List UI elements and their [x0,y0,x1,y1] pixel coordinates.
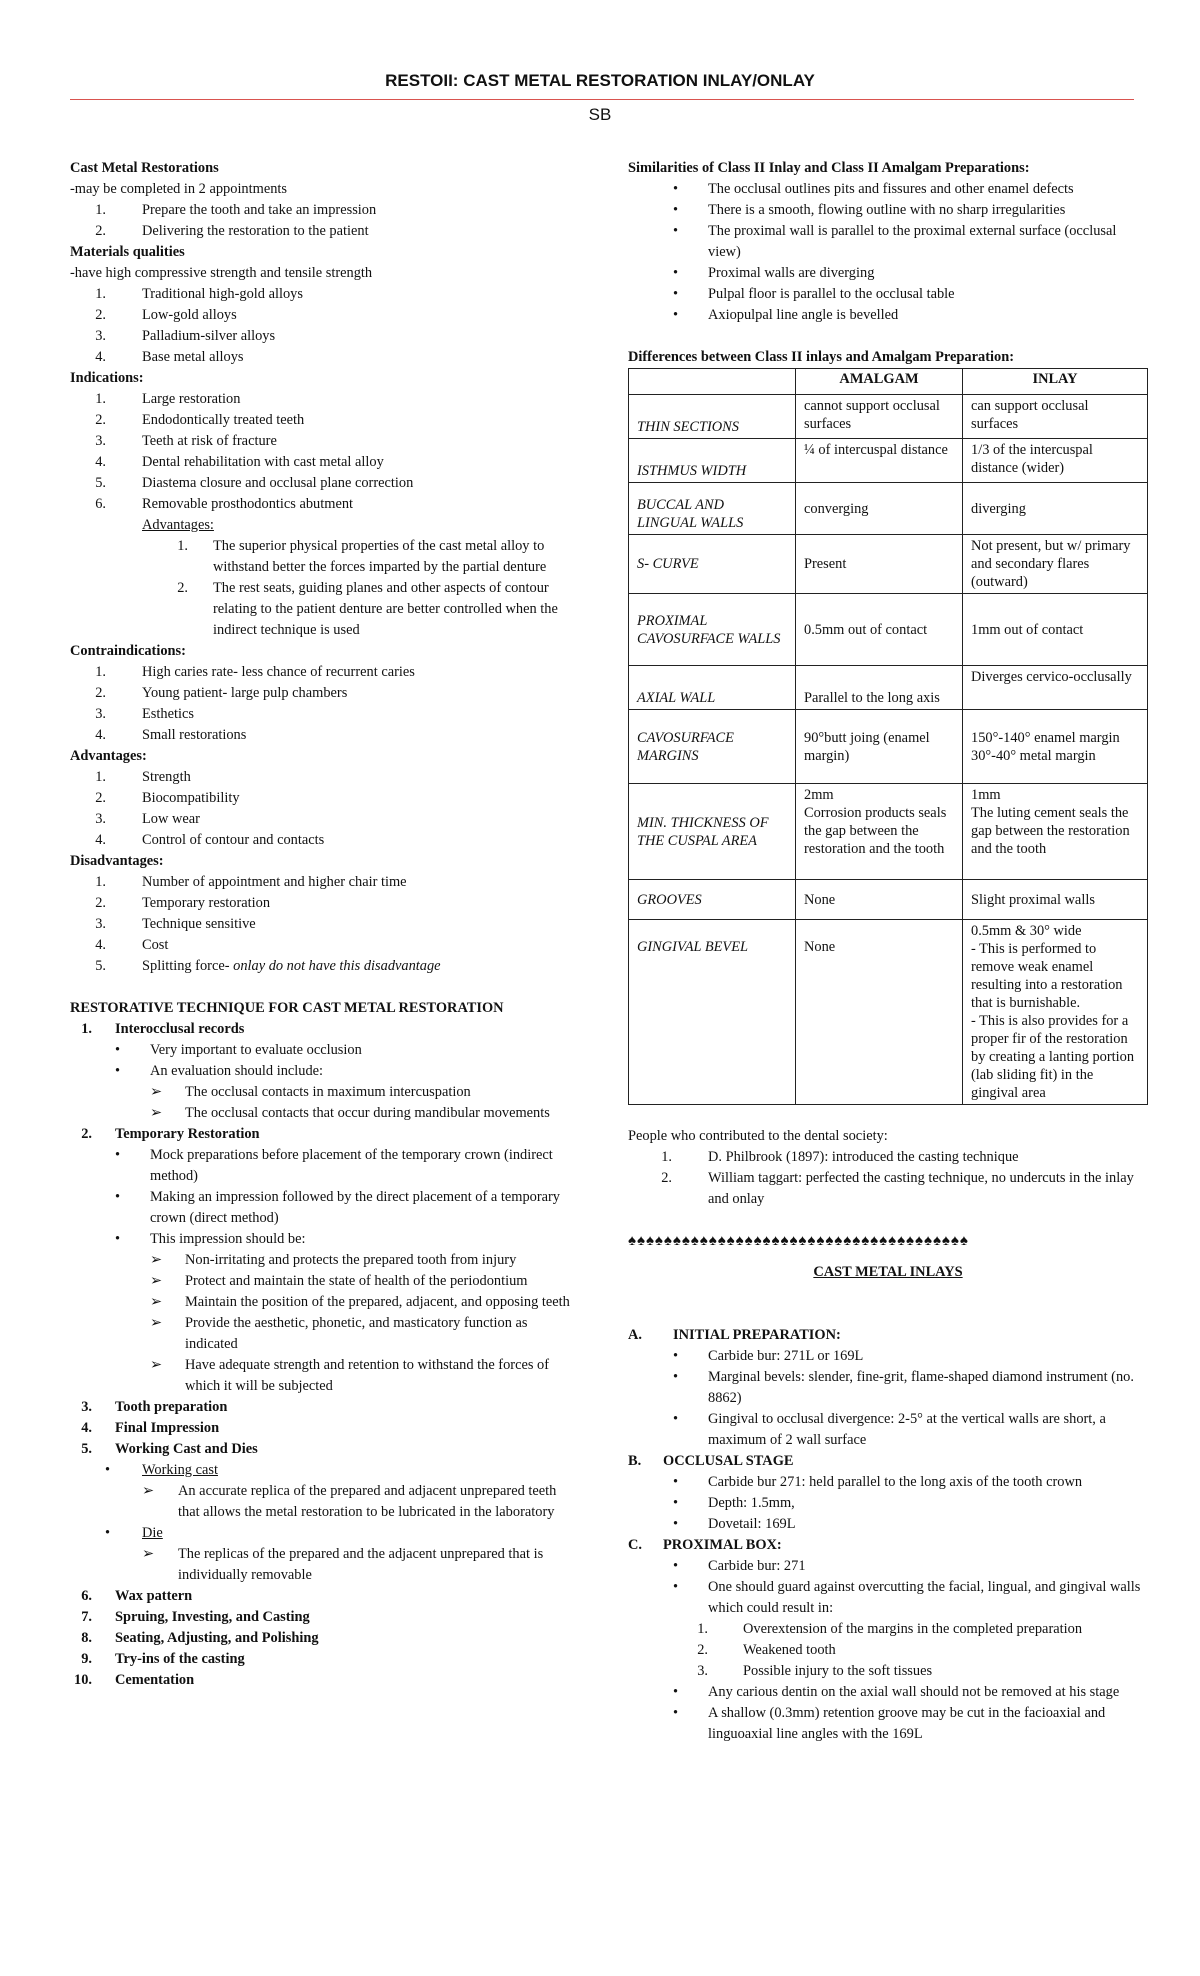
list-item: 2. Delivering the restoration to the patient [95,223,369,239]
table-row [629,920,1148,1105]
table-cell: BUCCAL AND LINGUAL WALLS [629,483,796,535]
list-item: 2. Endodontically treated teeth [95,412,305,428]
bullet-item: • This impression should be: [115,1231,306,1247]
table-row [629,784,1148,880]
list-item: 3. Tooth preparation [81,1399,228,1415]
arrow-item: ➢ Have adequate strength and retention to withstand the forces of which it will be subjected [150,1357,550,1394]
list-item: 3. Palladium-silver alloys [95,328,276,344]
table-cell: 1mm out of contact [963,594,1148,666]
bullet-item: • Any carious dentin on the axial wall should not be removed at his stage [673,1684,1120,1700]
left-column [70,158,570,1691]
list-item: 1. Traditional high-gold alloys [95,286,303,302]
bullet-item: • Mock preparations before placement of the temporary crown (indirect method) [115,1147,553,1184]
header-divider [70,99,1134,100]
bullet-item: • Gingival to occlusal divergence: 2-5° at the vertical walls are short, a maximum of 2 wall surface [673,1411,1106,1448]
bullet-item: • An evaluation should include: [115,1063,324,1079]
bullet-item: • Very important to evaluate occlusion [115,1042,362,1058]
arrow-item: ➢ Maintain the position of the prepared, adjacent, and opposing teeth [150,1294,570,1310]
arrow-item: ➢ An accurate replica of the prepared and adjacent unprepared teeth that allows the metal restoration to be lubricated in the laboratory [142,1483,557,1520]
list-item: 1. The superior physical properties of the cast metal alloy to withstand better the forces imparted by the partial denture [177,538,547,575]
arrow-item: ➢ The replicas of the prepared and the adjacent unprepared that is individually removable [142,1546,544,1583]
section-heading: Advantages: [70,748,147,764]
bullet-item: • Carbide bur 271: held parallel to the long axis of the tooth crown [673,1474,1083,1490]
table-cell: 150°-140° enamel margin 30°-40° metal margin [963,710,1148,784]
list-item: 4. Control of contour and contacts [95,832,325,848]
list-item: 7. Spruing, Investing, and Casting [81,1609,310,1625]
list-item: 3. Possible injury to the soft tissues [697,1663,933,1679]
table-cell: Parallel to the long axis [796,666,963,710]
table-header-cell [629,369,796,395]
bullet-item: • Working cast [105,1462,218,1478]
arrow-item: ➢ The occlusal contacts that occur during mandibular movements [150,1105,550,1121]
spade-separator: ♠♠♠♠♠♠♠♠♠♠♠♠♠♠♠♠♠♠♠♠♠♠♠♠♠♠♠♠♠♠♠♠♠♠♠♠♠♠ [628,1233,969,1249]
list-item: 1. Interocclusal records [81,1021,245,1037]
list-item: 4. Final Impression [81,1420,220,1436]
list-item: 1. Large restoration [95,391,241,407]
section-intro: -have high compressive strength and tensile strength [70,265,373,281]
list-item: 3. Technique sensitive [95,916,256,932]
list-item: 6. Wax pattern [81,1588,193,1604]
bullet-item: • The proximal wall is parallel to the proximal external surface (occlusal view) [673,223,1117,260]
arrow-item: ➢ Protect and maintain the state of health of the periodontium [150,1273,528,1289]
table-cell: 1mm The luting cement seals the gap between the restoration and the tooth [963,784,1148,880]
bullet-item: • Carbide bur: 271L or 169L [673,1348,864,1364]
table-cell: GINGIVAL BEVEL [629,920,796,1105]
table-header-cell: AMALGAM [796,369,963,395]
section-heading: Differences between Class II inlays and Amalgam Preparation: [628,349,1014,365]
bullet-item: • A shallow (0.3mm) retention groove may be cut in the facioaxial and linguoaxial line angles with the 169L [673,1705,1106,1742]
list-item: 1. Prepare the tooth and take an impression [95,202,377,218]
page-title: RESTOII: CAST METAL RESTORATION INLAY/ONLAY [385,71,815,90]
table-cell: ISTHMUS WIDTH [629,439,796,483]
section-heading: Materials qualities [70,244,185,260]
list-item: 1. Strength [95,769,191,785]
list-item: A. INITIAL PREPARATION: [628,1327,841,1343]
bullet-item: • Die [105,1525,163,1541]
table-cell: None [796,880,963,920]
list-item: 8. Seating, Adjusting, and Polishing [81,1630,319,1646]
table-cell: MIN. THICKNESS OF THE CUSPAL AREA [629,784,796,880]
list-item: 2. Weakened tooth [697,1642,836,1658]
differences-table [628,368,1148,1105]
table-cell: 2mm Corrosion products seals the gap between the restoration and the tooth [796,784,963,880]
table-cell: 1/3 of the intercuspal distance (wider) [963,439,1148,483]
subsection-heading: Advantages: [142,517,214,533]
bullet-item: • Dovetail: 169L [673,1516,796,1532]
arrow-item: ➢ Provide the aesthetic, phonetic, and masticatory function as indicated [150,1315,528,1352]
table-cell: GROOVES [629,880,796,920]
list-item: 10. Cementation [74,1672,195,1688]
list-item: 2. Temporary Restoration [81,1126,260,1142]
list-item: 1. Overextension of the margins in the completed preparation [697,1621,1083,1637]
list-item: 5. Diastema closure and occlusal plane correction [95,475,414,491]
table-cell: converging [796,483,963,535]
list-item: 2. Young patient- large pulp chambers [95,685,348,701]
list-item: 2. William taggart: perfected the casting technique, no undercuts in the inlay and onlay [661,1170,1134,1207]
table-cell: ¼ of intercuspal distance [796,439,963,483]
list-item: 4. Cost [95,937,169,953]
table-row [629,710,1148,784]
bullet-item: • One should guard against overcutting the facial, lingual, and gingival walls which could result in: [673,1579,1141,1616]
table-cell: Diverges cervico-occlusally [963,666,1148,710]
list-item: 1. High caries rate- less chance of recurrent caries [95,664,415,680]
section-heading: Similarities of Class II Inlay and Class II Amalgam Preparations: [628,160,1030,176]
table-cell: diverging [963,483,1148,535]
list-item: 2. The rest seats, guiding planes and other aspects of contour relating to the patient denture are better controlled when the indirect technique is used [177,580,558,638]
section-intro: -may be completed in 2 appointments [70,181,288,197]
table-cell: can support occlusal surfaces [963,395,1148,439]
table-row [629,483,1148,535]
right-column [628,158,1148,1745]
table-row [629,594,1148,666]
bullet-item: • The occlusal outlines pits and fissures and other enamel defects [673,181,1074,197]
section-heading: Indications: [70,370,144,386]
list-item: 1. D. Philbrook (1897): introduced the casting technique [661,1149,1019,1165]
section-title: CAST METAL INLAYS [813,1264,963,1280]
bullet-item: • Carbide bur: 271 [673,1558,806,1574]
table-cell: 90°butt joing (enamel margin) [796,710,963,784]
list-item: 4. Small restorations [95,727,247,743]
list-item: 4. Base metal alloys [95,349,244,365]
bullet-item: • Pulpal floor is parallel to the occlusal table [673,286,955,302]
table-cell: None [796,920,963,1105]
table-cell: 0.5mm out of contact [796,594,963,666]
table-cell: PROXIMAL CAVOSURFACE WALLS [629,594,796,666]
list-item: 3. Esthetics [95,706,194,722]
table-cell: CAVOSURFACE MARGINS [629,710,796,784]
table-cell: S- CURVE [629,535,796,594]
section-heading: Cast Metal Restorations [70,160,219,176]
arrow-item: ➢ Non-irritating and protects the prepared tooth from injury [150,1252,517,1268]
page-subtitle: SB [588,105,612,124]
table-row [629,395,1148,439]
list-item: 6. Removable prosthodontics abutment [95,496,354,512]
list-item: 2. Low-gold alloys [95,307,237,323]
list-item: 2. Temporary restoration [95,895,271,911]
section-heading: Disadvantages: [70,853,164,869]
bullet-item: • Depth: 1.5mm, [673,1495,795,1511]
bullet-item: • Axiopulpal line angle is bevelled [673,307,899,323]
bullet-item: • Marginal bevels: slender, fine-grit, flame-shaped diamond instrument (no. 8862) [673,1369,1134,1406]
table-cell: 0.5mm & 30° wide - This is performed to remove weak enamel resulting into a restoration that is burnishable. - This is also provides for a proper fir of the restoration by creating a lanting portion (lab sliding fit) in the gingival area [963,920,1148,1105]
table-cell: Present [796,535,963,594]
table-cell: AXIAL WALL [629,666,796,710]
section-heading: Contraindications: [70,643,186,659]
table-cell: cannot support occlusal surfaces [796,395,963,439]
table-row [629,439,1148,483]
list-item: C. PROXIMAL BOX: [628,1537,782,1553]
bullet-item: • There is a smooth, flowing outline with no sharp irregularities [673,202,1066,218]
list-item: 5. Splitting force- onlay do not have this disadvantage [95,958,441,974]
table-cell: Slight proximal walls [963,880,1148,920]
table-cell: THIN SECTIONS [629,395,796,439]
table-header-cell: INLAY [963,369,1148,395]
table-header-row [629,369,1148,395]
list-item: 9. Try-ins of the casting [81,1651,245,1667]
table-row [629,535,1148,594]
section-heading: RESTORATIVE TECHNIQUE FOR CAST METAL RESTORATION [70,1000,504,1016]
section-heading: People who contributed to the dental society: [628,1128,888,1144]
arrow-item: ➢ The occlusal contacts in maximum intercuspation [150,1084,471,1100]
table-row [629,666,1148,710]
list-item: 4. Dental rehabilitation with cast metal alloy [95,454,384,470]
list-item: 3. Low wear [95,811,200,827]
list-item: 1. Number of appointment and higher chair time [95,874,407,890]
bullet-item: • Proximal walls are diverging [673,265,875,281]
table-cell: Not present, but w/ primary and secondary flares (outward) [963,535,1148,594]
bullet-item: • Making an impression followed by the direct placement of a temporary crown (direct method) [115,1189,561,1226]
list-item: B. OCCLUSAL STAGE [628,1453,794,1469]
list-item: 2. Biocompatibility [95,790,240,806]
list-item: 3. Teeth at risk of fracture [95,433,277,449]
list-item: 5. Working Cast and Dies [81,1441,258,1457]
table-row [629,880,1148,920]
